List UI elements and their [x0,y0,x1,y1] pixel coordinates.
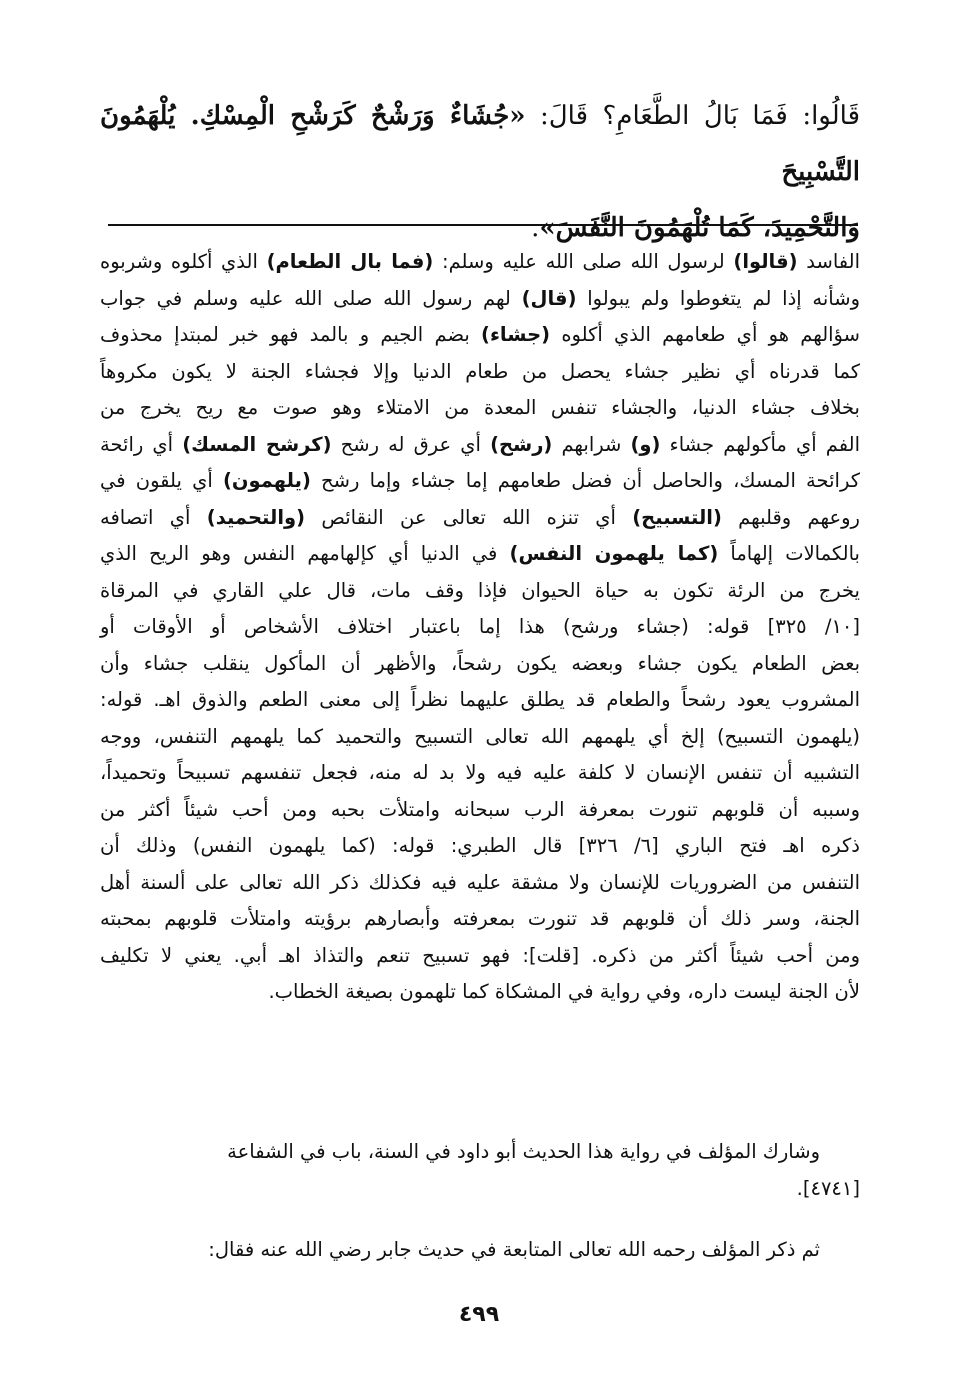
commentary-line [100,244,860,281]
commentary-line [100,719,860,756]
commentary-text: الفاسد [797,250,860,273]
commentary-text: أي عرق له رشح [331,432,491,456]
commentary-line [100,682,860,719]
commentary-text: يخرج من الرئة تكون به حياة الحيوان فإذا وقف مات، قال علي القاري في المرقاة [100,578,860,602]
commentary-keyword: (و) [630,432,661,456]
commentary-line [100,609,860,646]
hadith-text [100,88,860,256]
commentary-line [100,573,860,610]
hadith-answer-part-1: «جُشَاءٌ وَرَشْحٌ كَرَشْحِ الْمِسْكِ. يُلْهَمُونَ التَّسْبِيحَ [100,101,860,187]
commentary-text: ذكره اهـ فتح الباري [٦/ ٣٢٦] قال الطبري: قوله: (كما يلهمون النفس) وذلك أن [100,834,860,857]
commentary-line [100,865,860,902]
commentary-text: الفم أي مأكولهم جشاء [660,432,860,456]
commentary-text: بضم الجيم و بالمد فهو خبر لمبتدإ محذوف [100,323,482,346]
participation-note [100,1134,860,1207]
commentary-line [100,281,860,318]
commentary-line [100,828,860,865]
commentary-keyword: (يلهمون) [222,469,311,492]
page-number: ٤٩٩ [458,1302,500,1327]
commentary-text: (يلهمون التسبيح) إلخ أي يلهمهم الله تعالى التسبيح والتحميد كما يلهمهم التنفس، ووجه [100,724,860,748]
commentary-keyword: (رشح) [490,432,553,456]
commentary-text: التشبيه أن تنفس الإنسان لا كلفة عليه فيه ولا بد له منه، فجعل تنفسهم تسبيحاً وتحميداً، [100,761,860,784]
commentary-text: لأن الجنة ليست داره، وفي رواية في المشكاة كما تلهمون بصيغة الخطاب. [268,980,860,1003]
commentary-text: بخلاف جشاء الدنيا، والجشاء تنفس المعدة من الامتلاء وهو صوت مع ريح يخرج من [100,396,860,419]
commentary-keyword: (التسبيح) [632,505,722,529]
commentary-line [100,390,860,427]
participation-line-1: وشارك المؤلف في رواية هذا الحديث أبو داود في السنة، باب في الشفاعة [227,1140,820,1163]
commentary-text: التنفس من الضروريات للإنسان ولا مشقة عليه فيه فكذلك ذكر الله تعالى على ألسنة أهل [100,870,860,894]
hadith-end-mark: . [531,213,540,243]
commentary-line [100,901,860,938]
commentary-keyword: (قالوا) [733,250,798,273]
commentary-text: الذي أكلوه وشربوه [100,250,267,273]
commentary-keyword: (جشاء) [481,323,551,346]
hadith-question: قَالُوا: فَمَا بَالُ الطَّعَامِ؟ قَالَ: [525,101,861,131]
commentary-line [100,317,860,354]
commentary-text: ومن أحب شيئاً أكثر من ذكره. [قلت]: فهو تسبيح تنعم والتذاذ اهـ أبي. يعني لا تكليف [100,943,860,967]
commentary-text: في الدنيا أي كإلهامهم النفس وهو الريح الذي [100,542,510,565]
commentary-text: سؤالهم هو أي طعامهم الذي أكلوه [550,323,860,346]
commentary-text: الجنة، وسر ذلك أن قلوبهم قد تنورت بمعرفته وأبصارهم برؤيته وامتلأت قلوبهم بمحبته [100,907,860,930]
commentary-text: أي رائحة [100,432,183,456]
commentary-line [100,463,860,500]
participation-line-2: [٤٧٤١]. [796,1176,860,1200]
commentary-text: أي يلقون في [100,469,223,492]
commentary-line [100,500,860,537]
commentary-keyword: (قال) [521,286,577,310]
hadith-answer-part-2: وَالتَّحْمِيدَ، كَمَا تُلْهَمُونَ النَّفَسَ» [539,213,860,243]
commentary-text: لهم رسول الله صلى الله عليه وسلم في جواب [100,286,522,310]
commentary-line [100,755,860,792]
commentary-line [100,536,860,573]
commentary-line [100,938,860,975]
footnote-divider [108,224,858,226]
next-section-line: ثم ذكر المؤلف رحمه الله تعالى المتابعة في حديث جابر رضي الله عنه فقال: [208,1238,820,1261]
commentary-text: لرسول الله صلى الله عليه وسلم: [433,250,734,273]
commentary-text: أي تنزه الله تعالى عن النقائص [305,505,633,529]
commentary-block [100,244,860,1011]
commentary-text: بالكمالات إلهاماً [718,542,860,565]
commentary-keyword: (كما يلهمون النفس) [509,542,719,565]
commentary-text: المشروب يعود رشحاً والطعام قد يطلق عليهما نظراً إلى معنى الطعم والذوق اهـ. قوله: [100,688,860,711]
commentary-text: كما قدرناه أي نظير جشاء يحصل من طعام الدنيا وإلا فجشاء الجنة لا يكون مكروهاً [100,359,860,383]
commentary-text: بعض الطعام يكون جشاء وبعضه يكون رشحاً، والأظهر أن المأكول ينقلب جشاء وأن [100,651,860,675]
commentary-text: كرائحة المسك، والحاصل أن فضل طعامهم إما جشاء وإما رشح [310,469,860,492]
commentary-line [100,646,860,683]
next-section-intro [100,1232,860,1269]
commentary-keyword: (كرشح المسك) [182,432,332,456]
commentary-line [100,354,860,391]
commentary-text: شرابهم [552,432,631,456]
hadith-line-1 [100,88,860,200]
commentary-keyword: (فما بال الطعام) [266,250,434,273]
commentary-text: [١٠/ ٣٢٥] قوله: (جشاء ورشح) هذا إما باعتبار اختلاف الأشخاص أو الأوقات أو [100,615,860,638]
commentary-line [100,427,860,464]
commentary-keyword: (والتحميد) [206,505,306,529]
commentary-text: روعهم وقلبهم [721,505,860,529]
commentary-text: وسببه أن قلوبهم تنورت بمعرفة الرب سبحانه وامتلأت بحبه ومن أحب شيئاً أكثر من [100,797,860,821]
commentary-line [100,974,860,1011]
commentary-line [100,792,860,829]
commentary-text: أي اتصافه [100,505,207,529]
commentary-text: وشأنه إذا لم يتغوطوا ولم يبولوا [576,286,861,310]
